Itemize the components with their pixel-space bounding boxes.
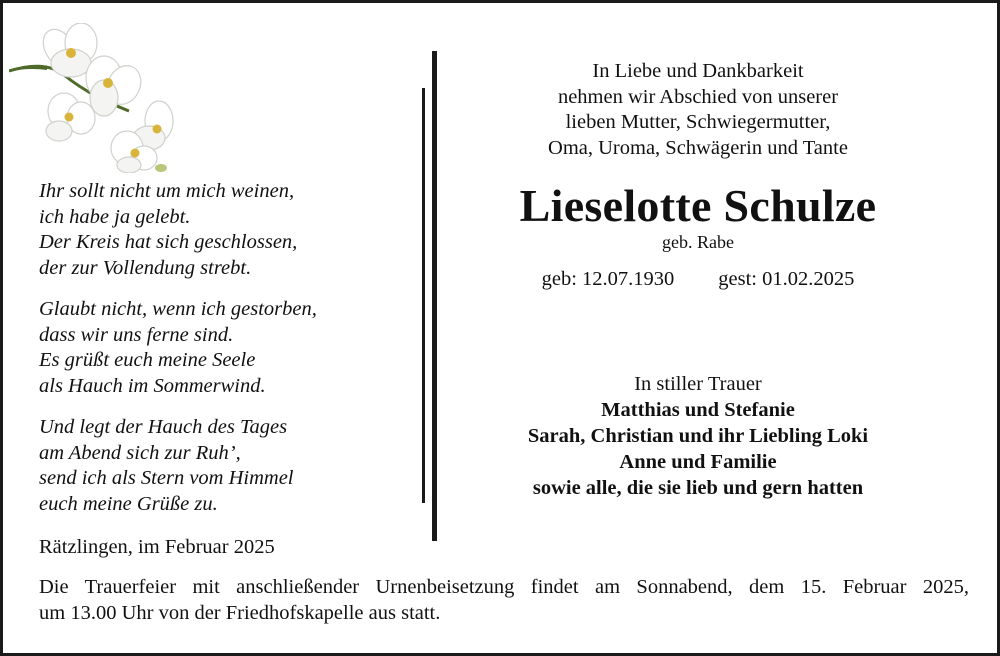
poem-line: Der Kreis hat sich geschlossen, bbox=[39, 231, 298, 254]
mourning-heading: In stiller Trauer bbox=[634, 373, 762, 395]
intro-line: lieben Mutter, Schwiegermutter, bbox=[565, 111, 831, 133]
poem-line: send ich als Stern vom Himmel bbox=[39, 467, 294, 490]
birth-date: geb: 12.07.1930 bbox=[541, 268, 675, 290]
mourner-line: sowie alle, die sie lieb und gern hatten bbox=[532, 477, 864, 499]
intro-line: Oma, Uroma, Schwägerin und Tante bbox=[548, 136, 848, 159]
divider-thin bbox=[422, 88, 425, 503]
poem-line: dass wir uns ferne sind. bbox=[39, 323, 234, 346]
intro-text bbox=[458, 59, 938, 161]
deceased-name: Lieselotte Schulze bbox=[519, 180, 877, 231]
poem-line: als Hauch im Sommerwind. bbox=[39, 375, 266, 398]
poem-line: euch meine Grüße zu. bbox=[39, 493, 218, 516]
poem-line: der zur Vollendung strebt. bbox=[39, 257, 252, 280]
poem-stanza-2 bbox=[39, 297, 317, 400]
divider-thick bbox=[432, 51, 437, 541]
orchid-blossom bbox=[46, 93, 95, 141]
intro-line: nehmen wir Abschied von unserer bbox=[557, 85, 839, 108]
orchid-blossom bbox=[86, 56, 147, 116]
maiden-name: geb. Rabe bbox=[662, 232, 734, 252]
death-date: gest: 01.02.2025 bbox=[718, 268, 855, 290]
life-dates bbox=[458, 268, 938, 291]
poem-line: am Abend sich zur Ruh’, bbox=[39, 441, 241, 464]
funeral-line: um 13.00 Uhr von der Friedhofskapelle aus statt. bbox=[39, 601, 441, 624]
mourner-line: Anne und Familie bbox=[619, 451, 777, 473]
poem-line: Und legt der Hauch des Tages bbox=[39, 416, 288, 438]
funeral-notice bbox=[39, 575, 969, 626]
poem-stanza-1 bbox=[39, 179, 297, 282]
poem-line: Ihr sollt nicht um mich weinen, bbox=[39, 180, 295, 202]
poem-line: ich habe ja gelebt. bbox=[39, 205, 191, 228]
mourner-line: Matthias und Stefanie bbox=[601, 399, 795, 421]
poem-stanza-3 bbox=[39, 415, 294, 518]
intro-line: In Liebe und Dankbarkeit bbox=[592, 60, 804, 82]
mourner-line: Sarah, Christian und ihr Liebling Loki bbox=[527, 425, 869, 447]
orchid-flower-icon bbox=[9, 23, 179, 173]
funeral-line: Die Trauerfeier mit anschließender Urnenbeisetzung findet am Sonnabend, dem 15. Februar 2025, bbox=[39, 576, 969, 598]
poem-line: Es grüßt euch meine Seele bbox=[39, 349, 256, 372]
poem-line: Glaubt nicht, wenn ich gestorben, bbox=[39, 298, 317, 320]
orchid-bud bbox=[155, 164, 167, 172]
mourners-list bbox=[458, 397, 938, 501]
place-date: Rätzlingen, im Februar 2025 bbox=[39, 536, 275, 558]
